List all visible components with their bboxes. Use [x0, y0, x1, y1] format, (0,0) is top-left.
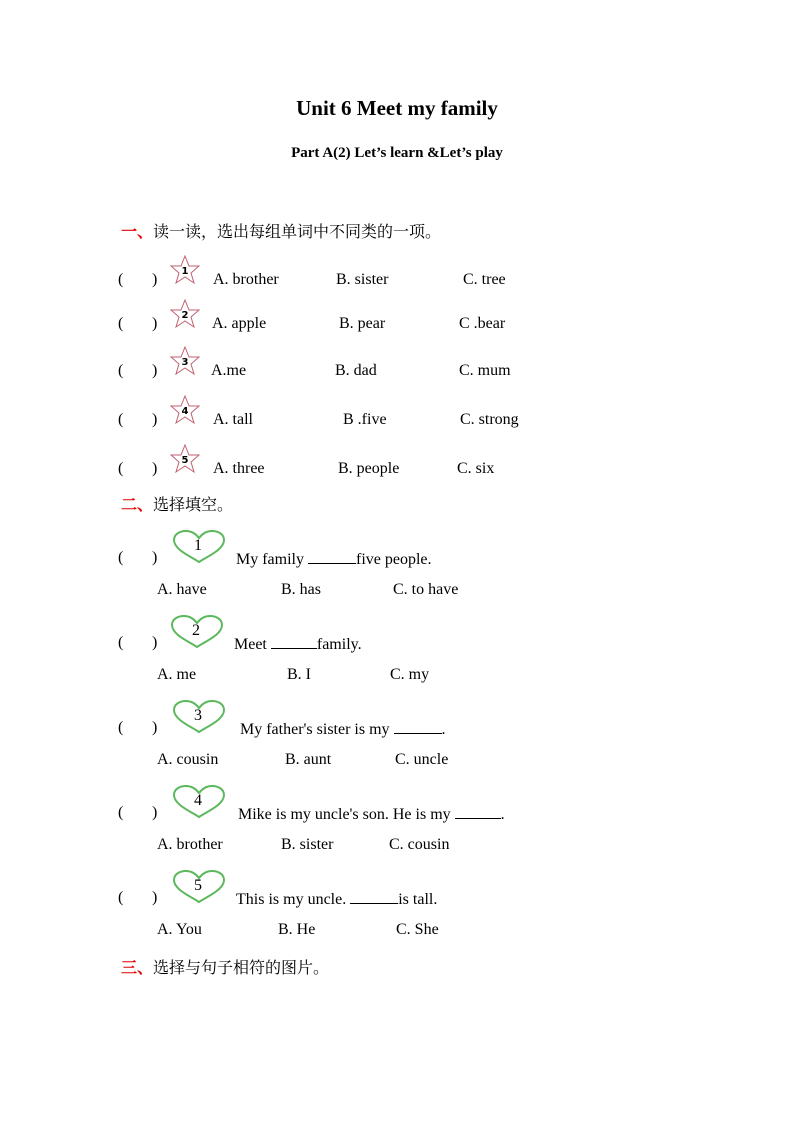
heart-number: 4 — [194, 792, 202, 809]
option-c: C. tree — [463, 271, 506, 288]
option-a: A. tall — [213, 411, 253, 428]
option-a: A. cousin — [157, 751, 219, 768]
star-number: 1 — [181, 266, 189, 277]
option-b: B. has — [281, 581, 321, 598]
option-b: B. I — [287, 666, 311, 683]
answer-paren-open: ( — [118, 549, 124, 566]
question-text: Meet family. — [234, 636, 362, 653]
heart-number: 2 — [192, 622, 200, 639]
answer-paren-open: ( — [118, 889, 124, 906]
answer-paren-open: ( — [118, 634, 124, 651]
answer-paren-open: ( — [118, 315, 124, 332]
heart-number-icon — [170, 615, 224, 649]
answer-paren-close: ) — [152, 460, 158, 477]
question-text: My father's sister is my . — [240, 721, 446, 738]
answer-paren-close: ) — [152, 634, 158, 651]
answer-paren-close: ) — [152, 804, 158, 821]
option-c: C. my — [390, 666, 430, 683]
page-subtitle: Part A(2) Let’s learn &Let’s play — [291, 145, 503, 161]
heart-number-icon — [172, 870, 226, 904]
section-2-heading — [121, 492, 233, 515]
answer-blank[interactable] — [308, 549, 356, 564]
option-a: A. brother — [213, 271, 279, 288]
option-b: B. sister — [336, 271, 389, 288]
heart-number-icon — [172, 700, 226, 734]
answer-paren-close: ) — [152, 362, 158, 379]
option-b: B .five — [343, 411, 387, 428]
question-text: My family five people. — [236, 551, 432, 568]
answer-paren-open: ( — [118, 719, 124, 736]
option-c: C .bear — [459, 315, 506, 332]
section-2-instruction: 选择填空。 — [153, 495, 234, 514]
star-number: 2 — [181, 310, 189, 321]
heart-number: 1 — [194, 537, 202, 554]
option-a: A. brother — [157, 836, 223, 853]
option-b: B. sister — [281, 836, 334, 853]
section-3-number: 三、 — [121, 958, 154, 977]
question-text: This is my uncle. is tall. — [236, 891, 438, 908]
option-a: A. three — [213, 460, 265, 477]
star-number: 5 — [181, 455, 189, 466]
section-1-instruction: 读一读，选出每组单词中不同类的一项。 — [153, 222, 442, 241]
option-c: C. strong — [460, 411, 519, 428]
option-a: A. have — [157, 581, 207, 598]
option-c: C. to have — [393, 581, 459, 598]
answer-paren-close: ) — [152, 719, 158, 736]
option-c: C. mum — [459, 362, 511, 379]
answer-paren-open: ( — [118, 460, 124, 477]
option-c: C. six — [457, 460, 495, 477]
star-number-icon — [170, 346, 200, 376]
section-1-heading — [121, 219, 441, 242]
option-b: B. He — [278, 921, 316, 938]
section-3-instruction: 选择与句子相符的图片。 — [153, 958, 330, 977]
heart-number-icon — [172, 530, 226, 564]
section-2-number: 二、 — [121, 495, 154, 514]
page-title: Unit 6 Meet my family — [296, 96, 498, 120]
star-number-icon — [170, 299, 200, 329]
star-number: 4 — [181, 406, 189, 417]
option-c: C. cousin — [389, 836, 450, 853]
option-b: B. aunt — [285, 751, 332, 768]
section-3-heading — [121, 955, 329, 978]
heart-number: 3 — [194, 707, 202, 724]
heart-number: 5 — [194, 877, 202, 894]
option-a: A.me — [211, 362, 247, 379]
option-b: B. people — [338, 460, 400, 477]
answer-blank[interactable] — [394, 719, 442, 734]
star-number-icon — [170, 255, 200, 285]
answer-paren-close: ) — [152, 549, 158, 566]
answer-paren-open: ( — [118, 411, 124, 428]
answer-paren-close: ) — [152, 315, 158, 332]
answer-blank[interactable] — [455, 804, 501, 819]
answer-blank[interactable] — [271, 634, 317, 649]
option-a: A. me — [157, 666, 197, 683]
answer-paren-close: ) — [152, 889, 158, 906]
answer-paren-open: ( — [118, 804, 124, 821]
option-b: B. pear — [339, 315, 386, 332]
option-a: A. You — [157, 921, 202, 938]
option-a: A. apple — [212, 315, 267, 332]
answer-blank[interactable] — [350, 889, 398, 904]
question-text: Mike is my uncle's son. He is my . — [238, 806, 505, 823]
answer-paren-close: ) — [152, 271, 158, 288]
heart-number-icon — [172, 785, 226, 819]
section-1-number: 一、 — [121, 222, 154, 241]
answer-paren-close: ) — [152, 411, 158, 428]
answer-paren-open: ( — [118, 362, 124, 379]
option-c: C. uncle — [395, 751, 449, 768]
star-number-icon — [170, 444, 200, 474]
star-number: 3 — [181, 357, 189, 368]
option-c: C. She — [396, 921, 439, 938]
star-number-icon — [170, 395, 200, 425]
answer-paren-open: ( — [118, 271, 124, 288]
option-b: B. dad — [335, 362, 377, 379]
